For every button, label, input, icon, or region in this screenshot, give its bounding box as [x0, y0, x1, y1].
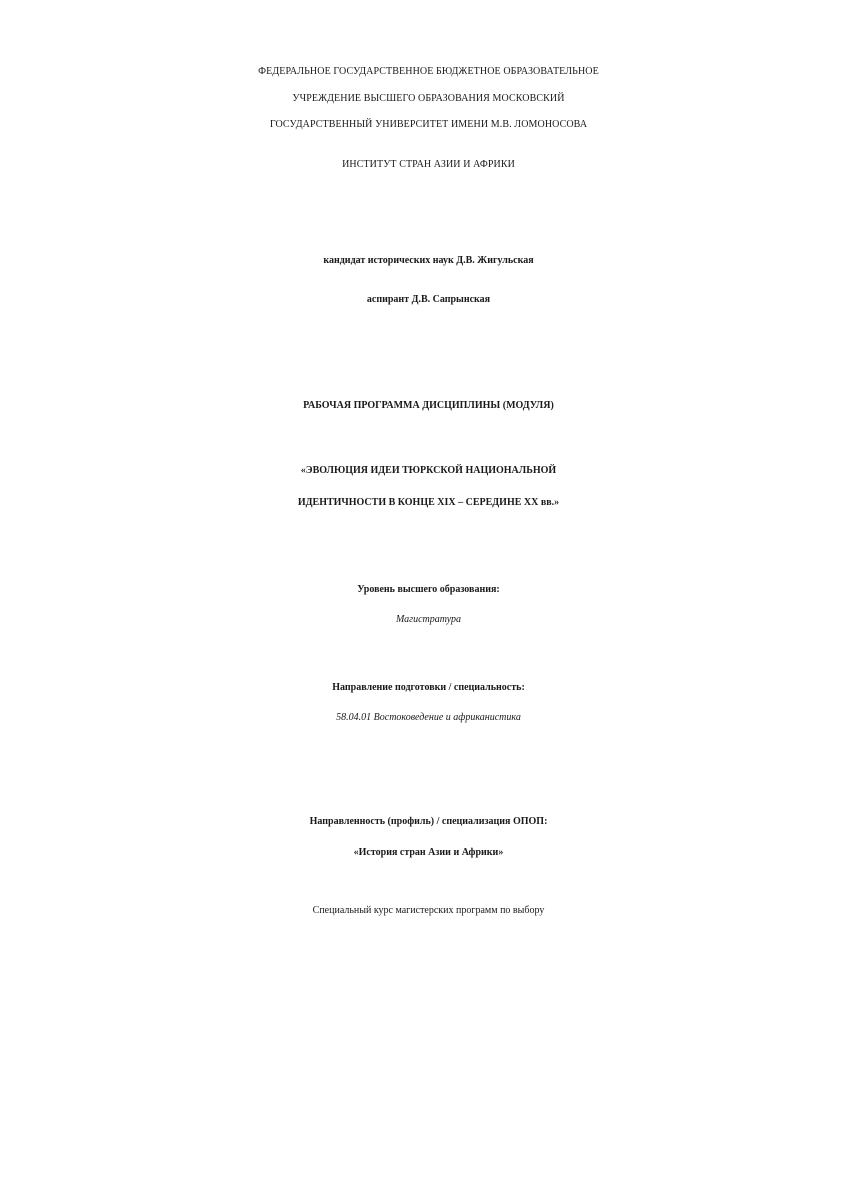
- program-heading: РАБОЧАЯ ПРОГРАММА ДИСЦИПЛИНЫ (МОДУЛЯ): [303, 400, 554, 411]
- institution-line-2: УЧРЕЖДЕНИЕ ВЫСШЕГО ОБРАЗОВАНИЯ МОСКОВСКИЙ: [292, 93, 565, 104]
- author-2: аспирант Д.В. Сапрынская: [366, 294, 491, 305]
- level-label: Уровень высшего образования:: [357, 584, 500, 595]
- direction-value: 58.04.01 Востоковедение и африканистика: [336, 712, 521, 723]
- institution-line-1: ФЕДЕРАЛЬНОЕ ГОСУДАРСТВЕННОЕ БЮДЖЕТНОЕ ОБРАЗОВАТЕЛЬНОЕ: [258, 66, 599, 77]
- author-1: кандидат исторических наук Д.В. Жигульская: [323, 255, 534, 266]
- program-title-line-1: «ЭВОЛЮЦИЯ ИДЕИ ТЮРКСКОЙ НАЦИОНАЛЬНОЙ: [300, 465, 557, 476]
- institution-line-3: ГОСУДАРСТВЕННЫЙ УНИВЕРСИТЕТ ИМЕНИ М.В. ЛОМОНОСОВА: [269, 119, 588, 130]
- direction-label: Направление подготовки / специальность:: [332, 682, 525, 693]
- level-value: Магистратура: [395, 614, 462, 625]
- program-title-line-2: ИДЕНТИЧНОСТИ В КОНЦЕ XIX – СЕРЕДИНЕ XX вв.»: [297, 497, 560, 508]
- course-type: Специальный курс магистерских программ по выбору: [312, 905, 545, 916]
- institute-name: ИНСТИТУТ СТРАН АЗИИ И АФРИКИ: [342, 159, 515, 170]
- profile-label: Направленность (профиль) / специализация ОПОП:: [309, 816, 548, 827]
- profile-value: «История стран Азии и Африки»: [353, 847, 504, 858]
